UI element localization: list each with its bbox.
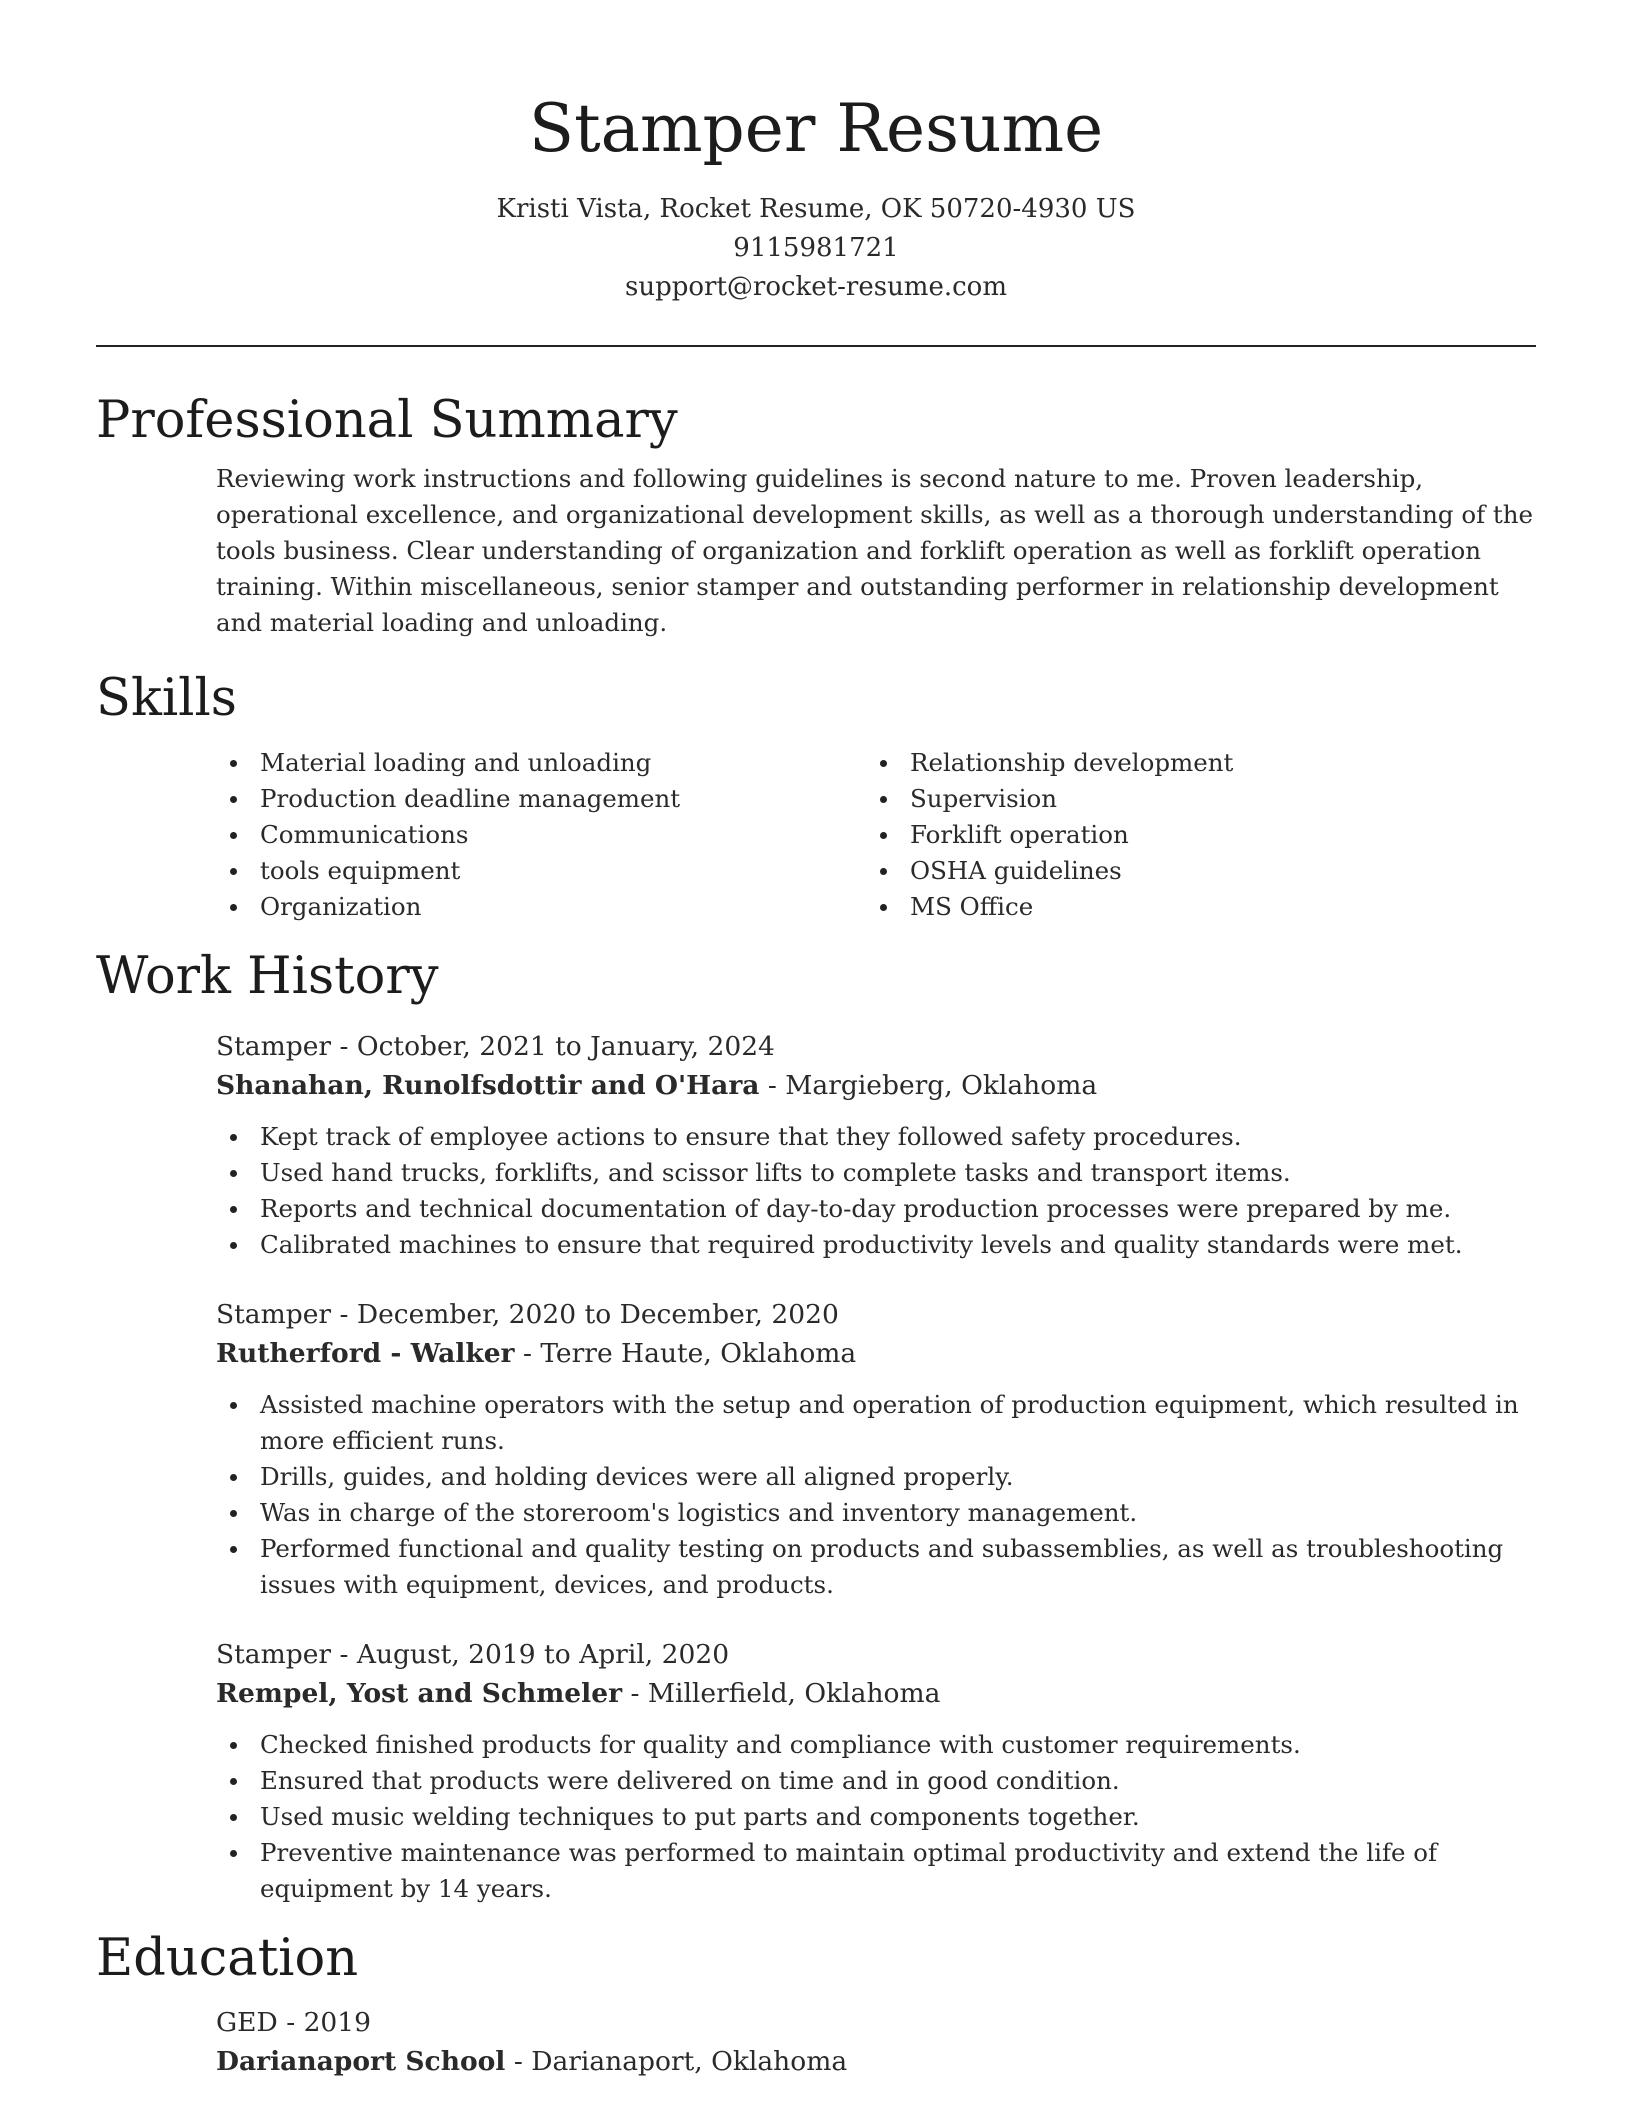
job-location: - Terre Haute, Oklahoma (514, 1338, 857, 1369)
job-company: Rempel, Yost and Schmeler (216, 1678, 623, 1709)
contact-address: Kristi Vista, Rocket Resume, OK 50720-4930 US (496, 194, 1136, 224)
job-company-line (216, 1674, 1536, 1713)
job-role-line (216, 1635, 1536, 1674)
job-bullet: Performed functional and quality testing on products and subassemblies, as well as troubleshooting issues with equipment, devices, and products. (216, 1531, 1536, 1603)
job-dates: - August, 2019 to April, 2020 (331, 1639, 730, 1670)
job-role: Stamper (216, 1031, 332, 1062)
education-school-line (216, 2042, 1536, 2081)
job-role-line (216, 1027, 1536, 1066)
skills-heading: Skills (96, 669, 237, 728)
education-school: Darianaport School (216, 2046, 506, 2077)
job-bullet: Was in charge of the storeroom's logistics and inventory management. (216, 1495, 1536, 1531)
job-role-line (216, 1295, 1536, 1334)
skill-item: MS Office (866, 889, 1516, 925)
job-bullet: Used music welding techniques to put parts and components together. (216, 1799, 1536, 1835)
job-bullet: Calibrated machines to ensure that required productivity levels and quality standards were met. (216, 1227, 1536, 1263)
contact-email: support@rocket-resume.com (624, 272, 1007, 302)
skill-item: Production deadline management (216, 781, 866, 817)
resume-title: Stamper Resume (528, 90, 1104, 167)
job-bullet: Assisted machine operators with the setup and operation of production equipment, which resulted in more efficient runs. (216, 1387, 1536, 1459)
education-year: - 2019 (277, 2007, 372, 2038)
work-history-heading: Work History (96, 947, 439, 1006)
education-degree: GED (216, 2007, 278, 2038)
job-location: - Margieberg, Oklahoma (759, 1070, 1098, 1101)
job-dates: - October, 2021 to January, 2024 (331, 1031, 775, 1062)
job-bullets (216, 1727, 1536, 1907)
header-divider (96, 345, 1536, 347)
job-bullets (216, 1119, 1536, 1263)
job-bullet: Checked finished products for quality and compliance with customer requirements. (216, 1727, 1536, 1763)
job-company: Shanahan, Runolfsdottir and O'Hara (216, 1070, 760, 1101)
job-entry (216, 1635, 1536, 1907)
job-role: Stamper (216, 1299, 332, 1330)
education-degree-line (216, 2003, 1536, 2042)
summary-text: Reviewing work instructions and following guidelines is second nature to me. Proven leadership, operational excellence, and organizational development skills, as well as a thorough understanding of the tools business. Clear understanding of organization and forklift operation as well as forklift operation training. Within miscellaneous, senior stamper and outstanding performer in relationship development and material loading and unloading. (216, 464, 1534, 637)
skill-item: Forklift operation (866, 817, 1516, 853)
skill-item: Organization (216, 889, 866, 925)
work-history-list (96, 1027, 1536, 1907)
skill-item: Material loading and unloading (216, 745, 866, 781)
job-location: - Millerfield, Oklahoma (622, 1678, 941, 1709)
education-location: - Darianaport, Oklahoma (505, 2046, 848, 2077)
job-company: Rutherford - Walker (216, 1338, 515, 1369)
skill-item: Communications (216, 817, 866, 853)
job-bullet: Drills, guides, and holding devices were all aligned properly. (216, 1459, 1536, 1495)
job-entry (216, 1027, 1536, 1263)
resume-header (96, 0, 1536, 307)
skill-item: tools equipment (216, 853, 866, 889)
skill-item: OSHA guidelines (866, 853, 1516, 889)
job-bullet: Reports and technical documentation of day-to-day production processes were prepared by me. (216, 1191, 1536, 1227)
job-bullet: Preventive maintenance was performed to maintain optimal productivity and extend the life of equipment by 14 years. (216, 1835, 1536, 1907)
job-entry (216, 1295, 1536, 1603)
education-entry (96, 2003, 1536, 2081)
job-company-line (216, 1334, 1536, 1373)
job-role: Stamper (216, 1639, 332, 1670)
education-heading: Education (96, 1929, 359, 1988)
job-company-line (216, 1066, 1536, 1105)
skills-column-right (866, 745, 1516, 925)
summary-heading: Professional Summary (96, 391, 678, 450)
job-dates: - December, 2020 to December, 2020 (331, 1299, 839, 1330)
contact-phone: 9115981721 (733, 233, 899, 263)
job-bullet: Ensured that products were delivered on time and in good condition. (216, 1763, 1536, 1799)
skill-item: Relationship development (866, 745, 1516, 781)
skills-grid (96, 745, 1536, 925)
job-bullet: Kept track of employee actions to ensure that they followed safety procedures. (216, 1119, 1536, 1155)
job-bullet: Used hand trucks, forklifts, and scissor lifts to complete tasks and transport items. (216, 1155, 1536, 1191)
job-bullets (216, 1387, 1536, 1603)
skills-column-left (216, 745, 866, 925)
skill-item: Supervision (866, 781, 1516, 817)
